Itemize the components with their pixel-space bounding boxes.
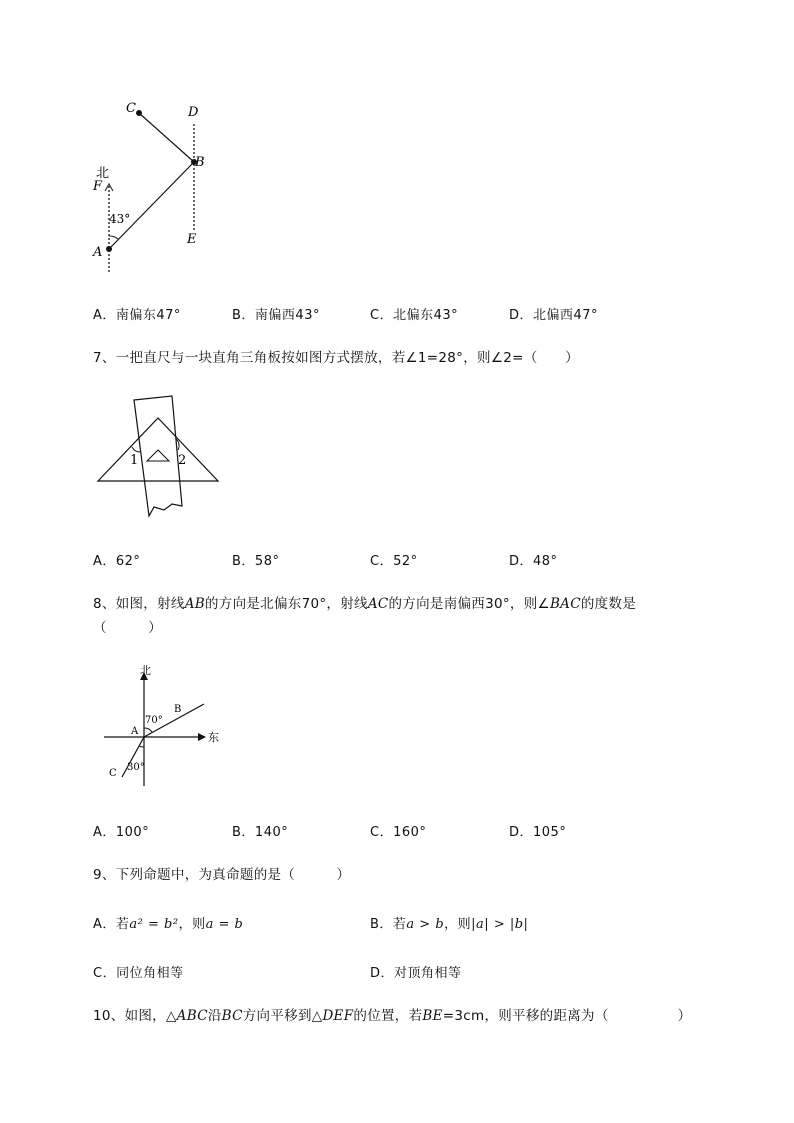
q9-option-b <box>370 913 528 932</box>
q9-option-b-math: a > b <box>406 917 445 932</box>
q10-mid2: 方向平移到△ <box>242 1008 323 1024</box>
q7-figure <box>94 394 224 520</box>
label-1: 1 <box>130 453 139 468</box>
q8-text-mid: 的方向是北偏东70°，射线 <box>204 596 368 612</box>
q6-option-d: D．北偏西47° <box>509 308 599 323</box>
q8-text-pre: 8、如图，射线 <box>93 596 185 612</box>
label-d: D <box>188 105 199 120</box>
label-c: C <box>126 101 136 116</box>
q9-option-b-pre: B．若 <box>370 917 407 932</box>
q9-option-b-mid: ，则 <box>444 917 472 932</box>
segment-bc <box>139 113 194 162</box>
q7-option-d: D．48° <box>509 554 558 569</box>
label-east: 东 <box>208 731 219 744</box>
q7-option-a: A．62° <box>93 554 141 569</box>
ruler <box>134 396 182 516</box>
label-e: E <box>187 232 197 247</box>
angle-arc <box>109 236 118 239</box>
q10-be: BE <box>422 1008 443 1024</box>
q8-option-c: C．160° <box>370 825 427 840</box>
label-f: F <box>93 179 103 194</box>
q9-option-b-math2: |a| > |b| <box>471 917 529 932</box>
label-b: B <box>174 704 182 715</box>
q7-option-b: B．58° <box>232 554 280 569</box>
q8-text-mid2: 的方向是南偏西30°，则∠ <box>388 596 550 612</box>
q10-def: DEF <box>322 1008 354 1024</box>
q6-option-b: B．南偏西43° <box>232 308 320 323</box>
q8-option-d: D．105° <box>509 825 567 840</box>
q8-text-post: 的度数是 <box>580 596 637 612</box>
q7-text: 7、一把直尺与一块直角三角板按如图方式摆放，若∠1=28°，则∠2=（ ） <box>93 350 579 366</box>
q8-ray-ab: AB <box>184 596 205 612</box>
label-c: C <box>109 768 117 779</box>
q8-blank: （ ） <box>93 620 162 636</box>
q8-text <box>93 592 636 612</box>
label-b: B <box>195 155 205 170</box>
segment-ab <box>109 162 194 249</box>
q10-mid3: 的位置，若 <box>353 1008 423 1024</box>
q6-option-a: A．南偏东47° <box>93 308 181 323</box>
east-arrowhead <box>198 733 206 741</box>
label-2: 2 <box>178 453 187 468</box>
label-north: 北 <box>96 166 110 181</box>
inner-triangle <box>147 450 169 461</box>
q7-option-c: C．52° <box>370 554 418 569</box>
point-a <box>106 246 112 252</box>
q9-option-a-math: a² = b² <box>129 917 179 932</box>
label-north: 北 <box>140 664 151 677</box>
q9-option-d: D．对顶角相等 <box>370 966 462 981</box>
label-a: A <box>131 726 139 737</box>
q10-text <box>93 1004 691 1024</box>
q9-option-c: C．同位角相等 <box>93 966 184 981</box>
q8-ray-ac: AC <box>367 596 389 612</box>
q10-mid4: =3cm，则平移的距离为（ ） <box>442 1008 692 1024</box>
q8-option-b: B．140° <box>232 825 289 840</box>
q9-text: 9、下列命题中，为真命题的是（ ） <box>93 867 351 883</box>
q10-pre: 10、如图，△ <box>93 1008 177 1024</box>
angle30-arc <box>139 746 144 747</box>
q9-option-a-math2: a = b <box>205 917 244 932</box>
q10-mid1: 沿 <box>207 1008 222 1024</box>
point-c <box>136 110 142 116</box>
angle1-arc <box>132 447 140 452</box>
label-30: 30° <box>127 762 145 773</box>
q10-abc: ABC <box>176 1008 208 1024</box>
q9-option-a-mid: ，则 <box>178 917 206 932</box>
angle70-arc <box>144 728 152 732</box>
q6-figure <box>88 98 228 278</box>
q10-bc: BC <box>221 1008 243 1024</box>
q6-option-c: C．北偏东43° <box>370 308 459 323</box>
q8-figure <box>100 660 230 790</box>
label-a: A <box>93 245 103 260</box>
q9-option-a-pre: A．若 <box>93 917 130 932</box>
q8-option-a: A．100° <box>93 825 150 840</box>
q9-option-a <box>93 913 243 932</box>
label-angle: 43° <box>109 212 131 226</box>
label-70: 70° <box>145 715 163 726</box>
q8-angle-bac: BAC <box>549 596 581 612</box>
